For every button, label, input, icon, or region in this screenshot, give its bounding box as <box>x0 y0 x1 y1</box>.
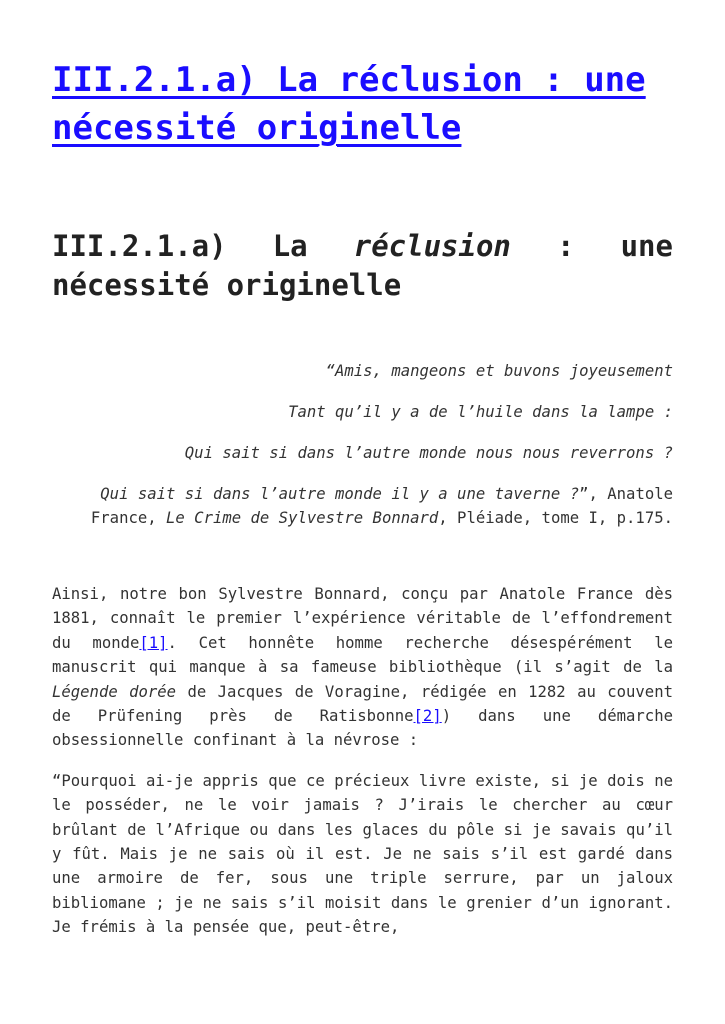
heading-part-3: : <box>557 229 575 263</box>
citation-end: , Pléiade, tome I, p.175. <box>438 509 673 527</box>
epigraph-line-4: Qui sait si dans l’autre monde il y a une taverne ? <box>100 485 580 503</box>
epigraph-source <box>52 482 673 530</box>
epigraph <box>52 359 673 530</box>
title-link[interactable]: III.2.1.a) La réclusion : une nécessité originelle <box>52 60 646 148</box>
epigraph-line-1: “Amis, mangeons et buvons joyeusement <box>325 362 673 380</box>
epigraph-line-2: Tant qu’il y a de l’huile dans la lampe : <box>288 403 673 421</box>
epigraph-author: ”, Anatole France, <box>90 485 673 527</box>
heading-line-1 <box>52 227 673 266</box>
heading-line-2: nécessité originelle <box>52 268 402 302</box>
book-title: Le Crime de Sylvestre Bonnard <box>166 509 439 527</box>
heading-part-1: III.2.1.a) <box>52 229 227 263</box>
paragraph-1: Ainsi, notre bon Sylvestre Bonnard, conçu par Anatole France dès 1881, connaît le premier l’expérience véritable de l’effondrement du monde[1]. Cet honnête homme recherche désespérément le manuscrit qui manque à sa fameuse bibliothèque (il s’agit de la Légende dorée de Jacques de Voragine, rédigée en 1282 au couvent de Prüfening près de Ratisbonne[2]) dans une démarche obsessionnelle confinant à la névrose : <box>52 585 673 750</box>
paragraph-2: “Pourquoi ai-je appris que ce précieux livre existe, si je dois ne le posséder, ne le voir jamais ? J’irais le chercher au cœur brûlant de l’Afrique ou dans les glaces du pôle si je savais qu’il y fût. Mais je ne sais où il est. Je ne sais s’il est gardé dans une armoire de fer, sous une triple serrure, par un jaloux bibliomane ; je ne sais s’il moisit dans le grenier d’un ignorant. Je frémis à la pensée que, peut-être, <box>52 771 673 937</box>
section-heading <box>52 227 673 305</box>
footnote-link-1[interactable]: [1] <box>139 633 168 652</box>
article-title-link[interactable] <box>52 0 673 152</box>
article <box>52 0 673 940</box>
epigraph-line-3: Qui sait si dans l’autre monde nous nous reverrons ? <box>184 444 673 462</box>
heading-part-4: une <box>620 229 673 263</box>
footnote-link-2[interactable]: [2] <box>413 707 442 726</box>
heading-part-2: La <box>272 229 308 263</box>
legende-doree-title: Légende dorée <box>52 682 177 701</box>
heading-italic-word: réclusion <box>353 229 511 263</box>
